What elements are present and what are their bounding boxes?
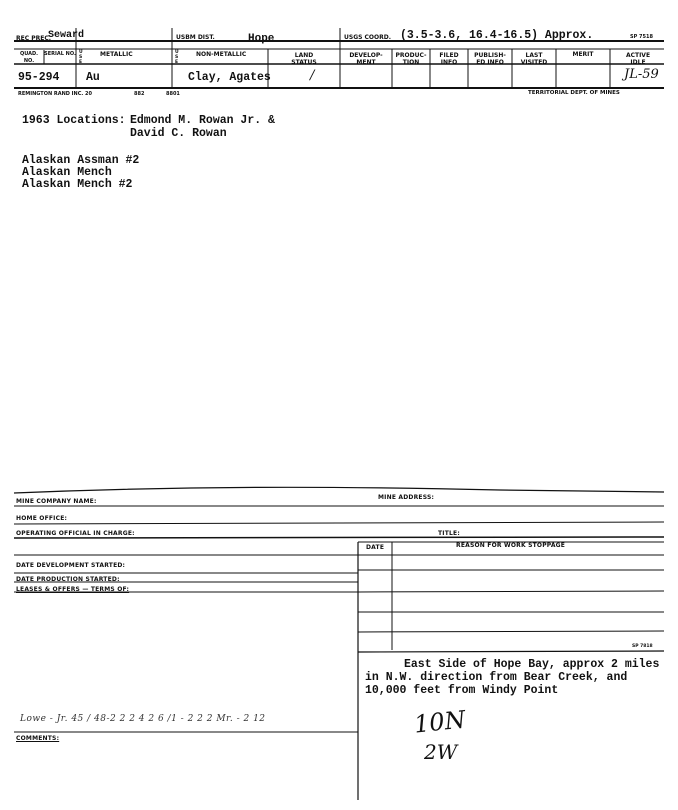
- territorial-dept: TERRITORIAL DEPT. OF MINES: [528, 90, 620, 96]
- quad-no-text: QUAD. NO.: [19, 51, 39, 64]
- locator-1: Edmond M. Rowan Jr. &: [130, 114, 275, 127]
- title-label: TITLE:: [438, 530, 460, 537]
- claim-item: Alaskan Mench: [22, 166, 112, 179]
- land-status-label: LAND STATUS: [291, 52, 317, 66]
- leases-label: LEASES & OFFERS — TERMS OF:: [16, 586, 130, 593]
- metallic-value: Au: [86, 71, 100, 84]
- operating-official-label: OPERATING OFFICIAL IN CHARGE:: [16, 530, 135, 537]
- usbm-dist-value: Hope: [248, 33, 275, 45]
- usbm-dist-label: USBM DIST.: [176, 34, 215, 41]
- location-note-line: 10,000 feet from Windy Point: [365, 684, 559, 697]
- metallic-label: METALLIC: [100, 51, 133, 58]
- township: 10N: [412, 705, 467, 739]
- code-2: 8801: [166, 91, 180, 97]
- usgs-coord-label: USGS COORD.: [344, 34, 392, 41]
- quad-serial-value: 95-294: [18, 71, 60, 84]
- home-office-label: HOME OFFICE:: [16, 515, 68, 522]
- use-code-metallic: U S E: [79, 50, 83, 65]
- usgs-coord-value: (3.5-3.6, 16.4-16.5) Approx.: [400, 29, 594, 42]
- printer-imprint: REMINGTON RAND INC. 20: [18, 91, 92, 97]
- date-label: DATE: [366, 544, 385, 551]
- serial-no-label: [44, 51, 76, 58]
- production-label: PRODUC-TION: [395, 52, 427, 66]
- location-note-line: in N.W. direction from Bear Creek, and: [365, 671, 628, 684]
- serial-no-text: SERIAL NO.: [44, 51, 76, 57]
- claim-item: Alaskan Mench #2: [22, 178, 133, 191]
- use-code-nonmetallic: U S E: [175, 50, 179, 65]
- handwritten-comment: Lowe - Jr. 45 / 48-2 2 2 4 2 6 /1 - 2 2 2 Mr. - 2 12: [20, 714, 266, 724]
- merit-label: MERIT: [572, 51, 594, 58]
- active-idle-label: ACTIVE IDLE: [625, 52, 651, 66]
- active-idle-value: JL-59: [624, 67, 659, 82]
- card-id: SP 7518: [630, 34, 653, 40]
- claim-item: Alaskan Assman #2: [22, 154, 140, 167]
- dev-started-label: DATE DEVELOPMENT STARTED:: [16, 562, 126, 569]
- quad-no-label: [14, 51, 44, 65]
- range: 2W: [424, 740, 458, 764]
- reason-label: REASON FOR WORK STOPPAGE: [456, 542, 566, 549]
- mine-address-label: MINE ADDRESS:: [378, 494, 435, 501]
- non-metallic-label: NON-METALLIC: [196, 51, 247, 58]
- last-visited-label: LAST VISITED: [520, 52, 548, 66]
- land-status-value: /: [310, 68, 315, 83]
- rec-prec-label: REC PREC.: [16, 35, 52, 42]
- rec-prec-value: Seward: [48, 30, 85, 41]
- code-1: 882: [134, 91, 145, 97]
- mine-company-name-label: MINE COMPANY NAME:: [16, 498, 97, 505]
- location-note-line: East Side of Hope Bay, approx 2 miles: [404, 658, 660, 671]
- development-label: DEVELOP-MENT: [349, 52, 383, 66]
- locator-2: David C. Rowan: [130, 127, 227, 140]
- filed-info-label: FILED INFO: [439, 52, 459, 66]
- prod-started-label: DATE PRODUCTION STARTED:: [16, 576, 120, 583]
- card-id-2: SP 7818: [632, 644, 653, 649]
- published-info-label: PUBLISH-ED INFO: [474, 52, 506, 66]
- comments-label: COMMENTS:: [16, 735, 60, 742]
- non-metallic-value: Clay, Agates: [188, 71, 271, 84]
- locations-label: 1963 Locations:: [22, 114, 126, 127]
